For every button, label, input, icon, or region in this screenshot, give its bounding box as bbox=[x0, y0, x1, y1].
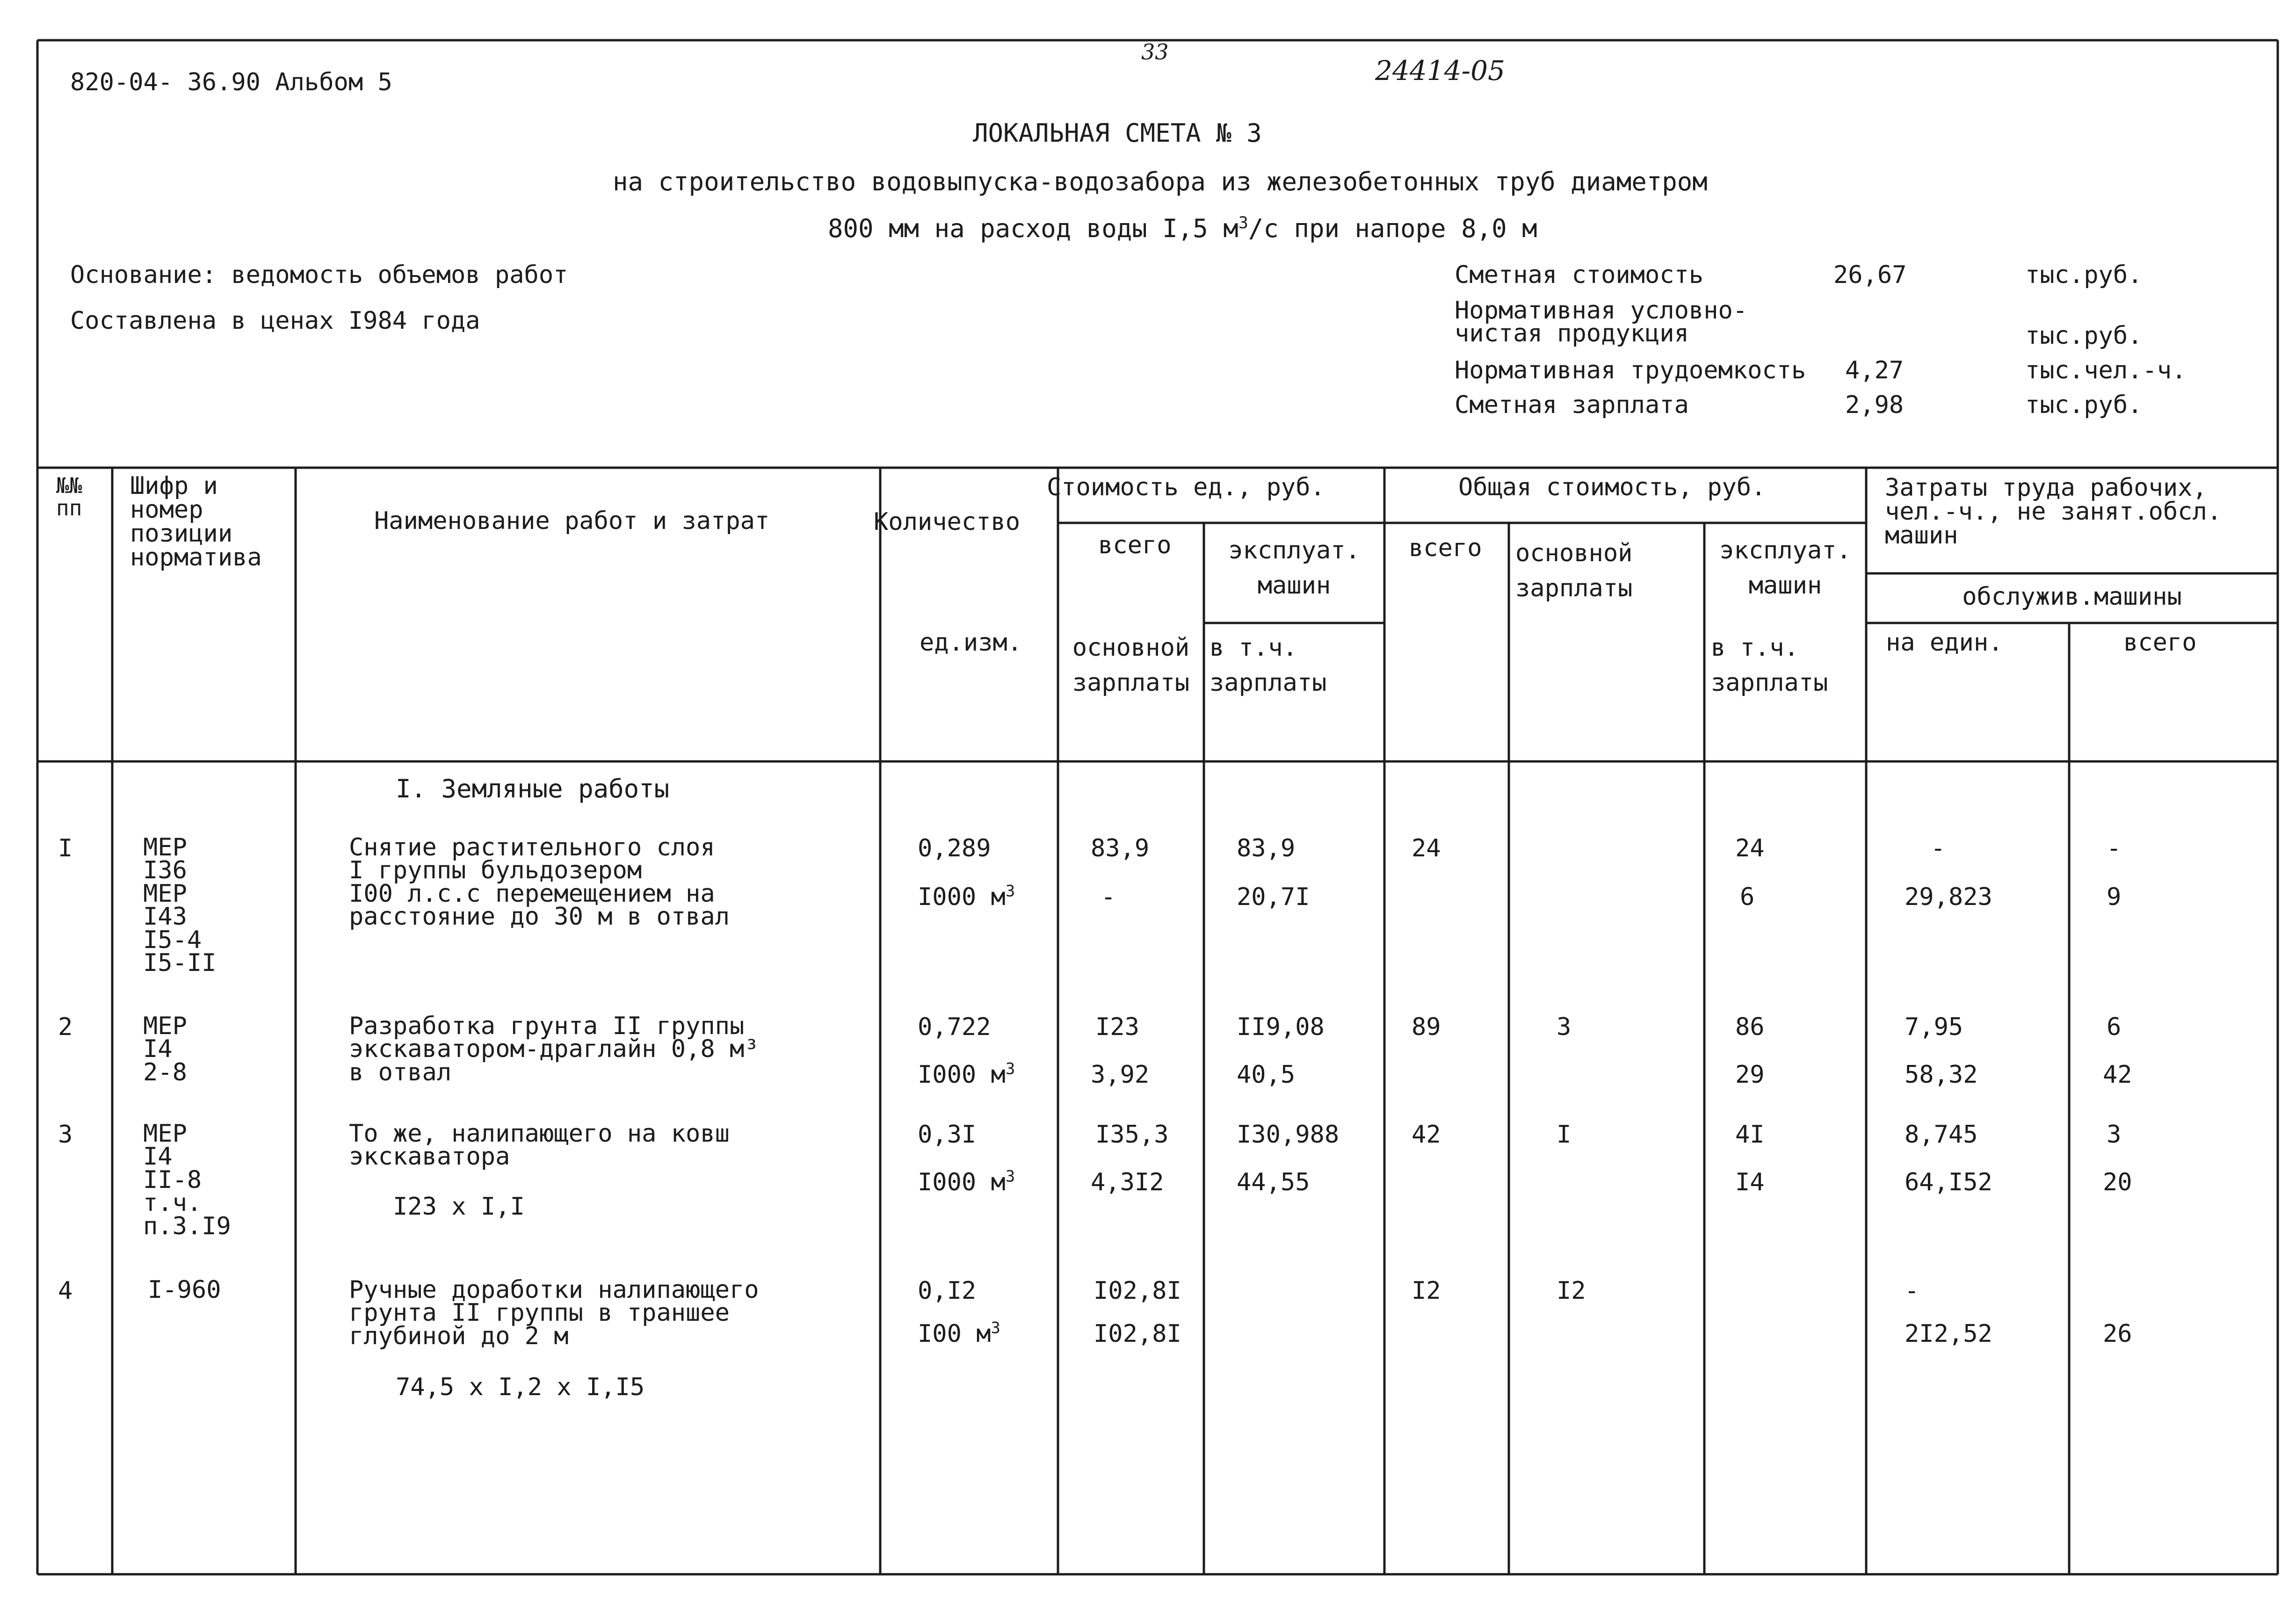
col-header-total-wage: основной зарплаты bbox=[1515, 539, 1633, 603]
col-header-unit-mach: эксплуат. машин bbox=[1228, 536, 1360, 600]
row-unit-mach-wage: 44,55 bbox=[1237, 1168, 1310, 1196]
col-header-code: Шифр и номер позиции норматива bbox=[130, 472, 262, 572]
row-labor-unit: 7,95 bbox=[1905, 1013, 1963, 1041]
row-labor-unit: 2I2,52 bbox=[1905, 1320, 1992, 1348]
row-labor-total: 42 bbox=[2103, 1061, 2132, 1089]
col-header-num: №№ пп bbox=[56, 473, 82, 521]
row-labor-unit: 8,745 bbox=[1905, 1121, 1978, 1149]
row-unit: I000 $м^3$ bbox=[918, 882, 1015, 911]
row-total-total: 89 bbox=[1412, 1013, 1441, 1041]
row-qty: 0,3I bbox=[918, 1121, 977, 1149]
col-header-unit-mach-wage: в т.ч. зарплаты bbox=[1210, 634, 1327, 697]
row-total-wage: I bbox=[1557, 1121, 1572, 1149]
col-header-total-total: всего bbox=[1409, 534, 1482, 562]
row-num: 2 bbox=[58, 1013, 73, 1041]
row-total-total: 42 bbox=[1412, 1121, 1441, 1149]
summary-label: Сметная зарплата bbox=[1455, 391, 1689, 419]
col-header-total-cost: Общая стоимость, руб. bbox=[1458, 473, 1766, 501]
col-header-labor-sub: обслужив.машины bbox=[1962, 583, 2182, 611]
col-header-labor-total: всего bbox=[2123, 629, 2197, 657]
row-total-wage: I2 bbox=[1557, 1277, 1586, 1305]
row-labor-total: - bbox=[2107, 834, 2122, 862]
row-unit-mach: 83,9 bbox=[1237, 834, 1296, 862]
row-labor-unit: 64,I52 bbox=[1905, 1168, 1992, 1196]
row-qty: 0,289 bbox=[918, 834, 991, 862]
document-title: ЛОКАЛЬНАЯ СМЕТА № 3 bbox=[973, 118, 1262, 148]
row-unit-total: I23 bbox=[1095, 1013, 1139, 1041]
col-header-total-mach-wage: в т.ч. зарплаты bbox=[1711, 634, 1828, 697]
row-unit-total: I02,8I bbox=[1094, 1277, 1181, 1305]
row-labor-total: 6 bbox=[2107, 1013, 2122, 1041]
row-unit-wage: 4,3I2 bbox=[1091, 1168, 1164, 1196]
basis-text: Основание: ведомость объемов работ bbox=[70, 261, 568, 289]
row-labor-unit: - bbox=[1931, 834, 1946, 862]
row-total-total: 24 bbox=[1412, 834, 1441, 862]
summary-unit: тыс.руб. bbox=[2025, 322, 2143, 350]
col-header-qty-unit: ед.изм. bbox=[920, 629, 1022, 657]
row-unit-mach: II9,08 bbox=[1237, 1013, 1325, 1041]
col-header-unit-wage: основной зарплаты bbox=[1072, 634, 1190, 697]
row-total-mach: 86 bbox=[1735, 1013, 1765, 1041]
row-total-mach-wage: I4 bbox=[1735, 1168, 1765, 1196]
document-subtitle-line1: на строительство водовыпуска-водозабора из железобетонных труб диаметром bbox=[613, 167, 1708, 196]
summary-unit: тыс.руб. bbox=[2025, 261, 2143, 289]
page-number: 33 bbox=[1141, 39, 1169, 65]
col-header-unit-total: всего bbox=[1098, 531, 1172, 559]
row-code: I-960 bbox=[148, 1276, 221, 1304]
row-name: Снятие растительного слоя I группы бульдозером I00 л.с.с перемещением на расстояние до 30 м в отвал bbox=[349, 833, 730, 931]
row-total-mach: 24 bbox=[1735, 834, 1765, 862]
row-unit-mach-wage: 40,5 bbox=[1237, 1061, 1296, 1089]
row-name: Ручные доработки налипающего грунта II группы в траншее глубиной до 2 м bbox=[349, 1276, 759, 1350]
col-header-total-mach: эксплуат. машин bbox=[1719, 536, 1851, 600]
row-num: I bbox=[58, 834, 73, 862]
section-title: I. Земляные работы bbox=[396, 774, 670, 804]
row-labor-total: 9 bbox=[2107, 883, 2122, 911]
row-total-wage: 3 bbox=[1557, 1013, 1572, 1041]
col-header-name: Наименование работ и затрат bbox=[374, 507, 770, 535]
col-header-unit-cost: Стоимость ед., руб. bbox=[1047, 473, 1325, 501]
row-unit: I000 $м^3$ bbox=[918, 1167, 1015, 1196]
row-total-mach-wage: 6 bbox=[1740, 883, 1755, 911]
document-subtitle-line2: 800 мм на расход воды I,5 $м^3/с$ при напоре 8,0 м bbox=[828, 213, 1537, 243]
row-labor-unit: - bbox=[1905, 1277, 1919, 1305]
row-unit: I00 $м^3$ bbox=[918, 1318, 1000, 1348]
row-name: То же, налипающего на ковш экскаватора bbox=[349, 1120, 730, 1171]
summary-label: Нормативная условно- чистая продукция bbox=[1455, 297, 1748, 348]
row-labor-unit: 29,823 bbox=[1905, 883, 1992, 911]
album-code: 820-04- 36.90 Альбом 5 bbox=[70, 68, 392, 96]
summary-unit: тыс.чел.-ч. bbox=[2025, 356, 2187, 384]
row-total-mach-wage: 29 bbox=[1735, 1061, 1765, 1089]
col-header-labor: Затраты труда рабочих, чел.-ч., не занят.обсл. машин bbox=[1885, 474, 2222, 550]
row-unit-wage: I02,8I bbox=[1094, 1320, 1181, 1348]
row-unit-wage: 3,92 bbox=[1091, 1061, 1150, 1089]
summary-value: 26,67 bbox=[1833, 261, 1907, 289]
handwritten-document-number: 24414-05 bbox=[1375, 55, 1505, 87]
row-total-total: I2 bbox=[1412, 1277, 1441, 1305]
row-num: 3 bbox=[58, 1121, 73, 1149]
row-unit-wage: - bbox=[1101, 883, 1116, 911]
row-unit-mach-wage: 20,7I bbox=[1237, 883, 1310, 911]
row-unit-mach: I30,988 bbox=[1237, 1121, 1340, 1149]
row-code: МЕР I4 2-8 bbox=[143, 1012, 187, 1086]
row-unit-total: I35,3 bbox=[1095, 1121, 1169, 1149]
summary-unit: тыс.руб. bbox=[2025, 391, 2143, 419]
row-unit-total: 83,9 bbox=[1091, 834, 1150, 862]
row-qty: 0,I2 bbox=[918, 1277, 977, 1305]
row-labor-unit: 58,32 bbox=[1905, 1061, 1978, 1089]
row-unit: I000 $м^3$ bbox=[918, 1059, 1015, 1089]
row-code: МЕР I4 II-8 т.ч. п.3.I9 bbox=[143, 1120, 231, 1240]
row-labor-total: 26 bbox=[2103, 1320, 2132, 1348]
row-qty: 0,722 bbox=[918, 1013, 991, 1041]
prices-text: Составлена в ценах I984 года bbox=[70, 307, 480, 335]
summary-label: Нормативная трудоемкость bbox=[1455, 356, 1806, 384]
summary-value: 2,98 bbox=[1845, 391, 1904, 419]
row-formula: I23 x I,I bbox=[393, 1193, 525, 1221]
row-labor-total: 3 bbox=[2107, 1121, 2122, 1149]
summary-label: Сметная стоимость bbox=[1455, 261, 1704, 289]
row-code: МЕР I36 МЕР I43 I5-4 I5-II bbox=[143, 833, 217, 977]
row-num: 4 bbox=[58, 1277, 73, 1305]
col-header-labor-unit: на един. bbox=[1886, 629, 2003, 657]
row-total-mach: 4I bbox=[1735, 1121, 1765, 1149]
row-name: Разработка грунта II группы экскаватором-драглайн 0,8 м³ в отвал bbox=[349, 1012, 759, 1086]
row-labor-total: 20 bbox=[2103, 1168, 2132, 1196]
summary-value: 4,27 bbox=[1845, 356, 1904, 384]
col-header-qty: Количество bbox=[874, 508, 1021, 536]
row-formula: 74,5 x I,2 x I,I5 bbox=[396, 1373, 645, 1401]
